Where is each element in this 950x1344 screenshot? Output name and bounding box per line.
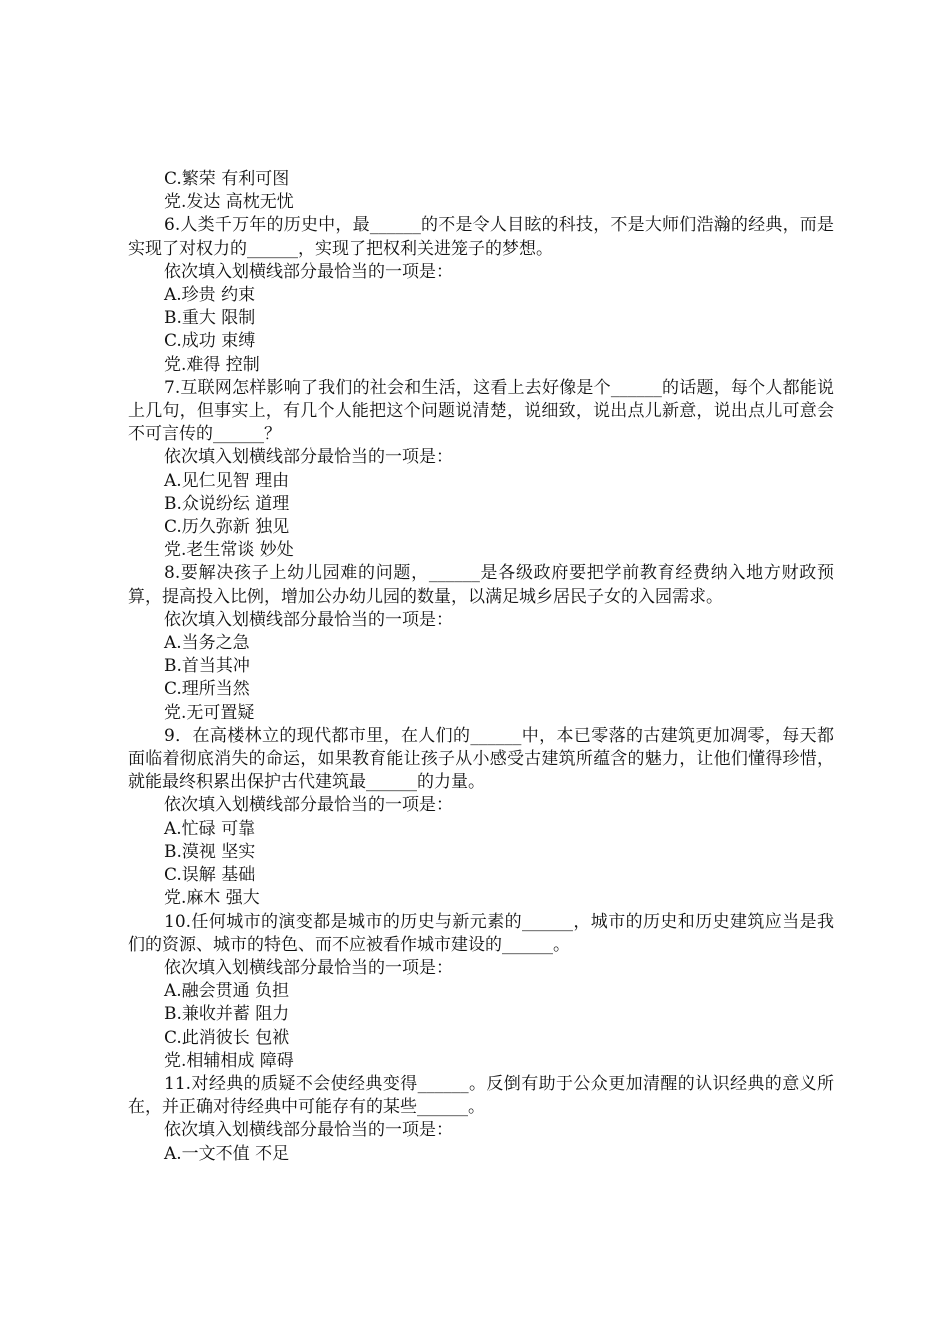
instruction-line: 依次填入划横线部分最恰当的一项是： <box>164 609 453 630</box>
option-line: A.一文不值 不足 <box>164 1143 290 1164</box>
question-paragraph: 11.对经典的质疑不会使经典变得______。反倒有助于公众更加清醒的认识经典的意义所在，并正确对待经典中可能存有的某些______。 <box>128 1073 834 1118</box>
instruction-line: 依次填入划横线部分最恰当的一项是： <box>164 1120 453 1141</box>
option-line: A.当务之急 <box>164 633 250 654</box>
option-line: 党.难得 控制 <box>164 354 260 375</box>
question-paragraph: 8.要解决孩子上幼儿园难的问题，______是各级政府要把学前教育经费纳入地方财政预算，提高投入比例，增加公办幼儿园的数量，以满足城乡居民子女的入园需求。 <box>128 563 834 607</box>
option-line: A.见仁见智 理由 <box>164 470 290 491</box>
option-line: B.兼收并蓄 阻力 <box>164 1004 290 1025</box>
option-line: B.首当其冲 <box>164 656 250 677</box>
option-line: C.历久弥新 独见 <box>164 517 290 538</box>
option-line: 党.老生常谈 妙处 <box>164 540 294 561</box>
document-body <box>128 168 834 1166</box>
option-line: 党.无可置疑 <box>164 702 255 723</box>
option-line: A.忙碌 可靠 <box>164 818 256 839</box>
option-line: 党.麻木 强大 <box>164 888 260 909</box>
question-paragraph: 6.人类千万年的历史中，最______的不是令人目眩的科技，不是大师们浩瀚的经典，而是实现了对权力的______，实现了把权利关进笼子的梦想。 <box>128 215 834 259</box>
option-line: B.漠视 坚实 <box>164 841 256 862</box>
option-line: A.珍贵 约束 <box>164 285 256 306</box>
option-line: C.繁荣 有利可图 <box>164 169 290 189</box>
option-line: B.重大 限制 <box>164 308 256 329</box>
instruction-line: 依次填入划横线部分最恰当的一项是： <box>164 957 453 978</box>
option-line: C.误解 基础 <box>164 865 256 886</box>
option-line: A.融会贯通 负担 <box>164 981 290 1002</box>
question-paragraph: 10.任何城市的演变都是城市的历史与新元素的______，城市的历史和历史建筑应当是我们的资源、城市的特色、而不应被看作城市建设的______。 <box>128 911 834 955</box>
question-paragraph: 7.互联网怎样影响了我们的社会和生活，这看上去好像是个______的话题，每个人都能说上几句，但事实上，有几个人能把这个问题说清楚，说细致，说出点儿新意，说出点儿可意会不可言传的______？ <box>128 377 834 445</box>
instruction-line: 依次填入划横线部分最恰当的一项是： <box>164 447 453 468</box>
instruction-line: 依次填入划横线部分最恰当的一项是： <box>164 261 453 282</box>
option-line: 党.相辅相成 障碍 <box>164 1050 294 1071</box>
option-line: C.理所当然 <box>164 679 250 700</box>
question-paragraph: 9．在高楼林立的现代都市里，在人们的______中，本已零落的古建筑更加凋零，每天都面临着彻底消失的命运，如果教育能让孩子从小感受古建筑所蕴含的魅力，让他们懂得珍惜，就能最终积累出保护古代建筑最______的力量。 <box>128 725 834 793</box>
option-line: C.此消彼长 包袱 <box>164 1027 290 1048</box>
option-line: B.众说纷纭 道理 <box>164 493 290 514</box>
option-line: C.成功 束缚 <box>164 331 256 352</box>
instruction-line: 依次填入划横线部分最恰当的一项是： <box>164 795 453 816</box>
option-line: 党.发达 高枕无忧 <box>164 192 294 213</box>
